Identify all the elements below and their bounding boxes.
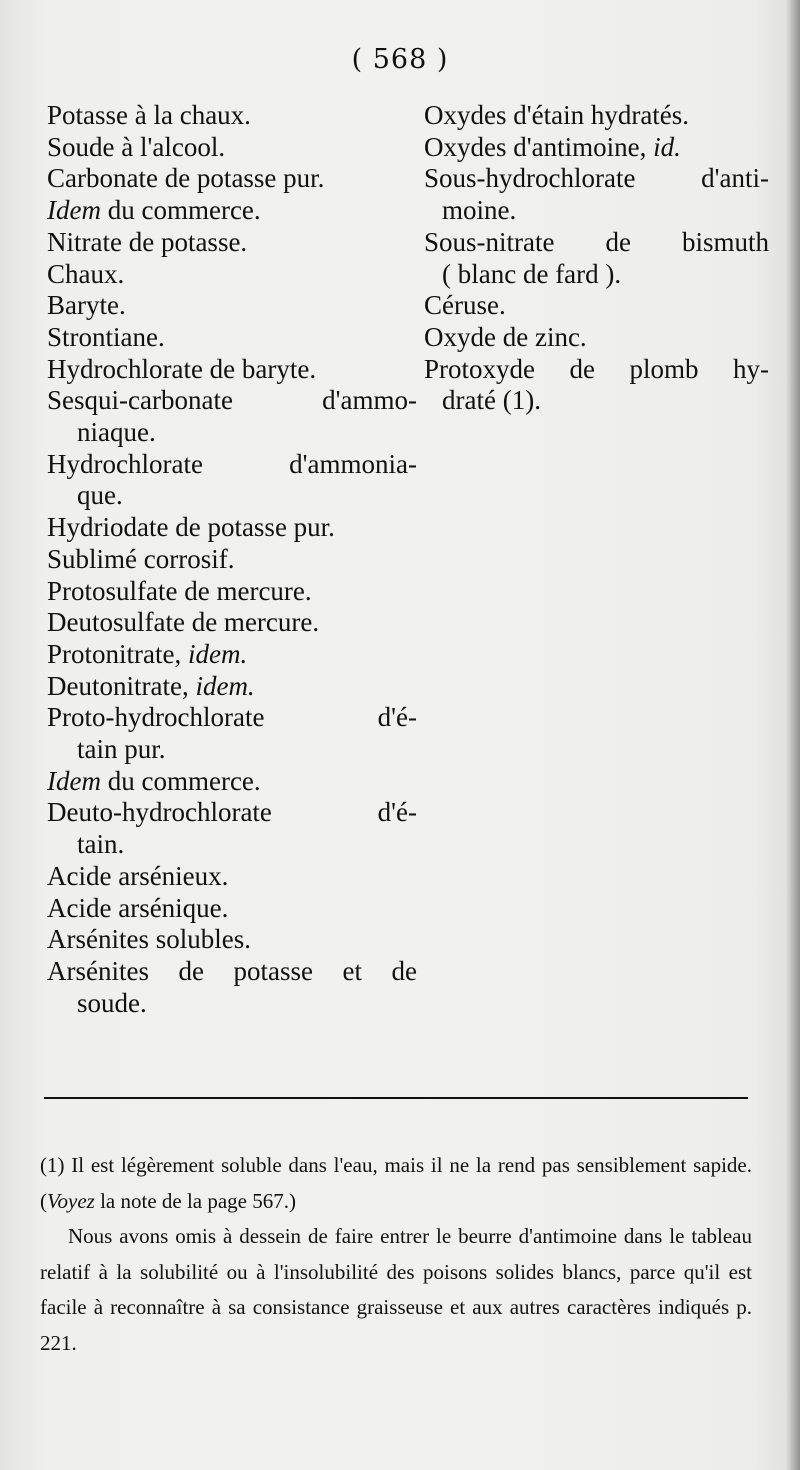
right-column-entry [424, 290, 769, 322]
entry-italic: idem. [195, 670, 255, 701]
left-column-entry [47, 956, 417, 1019]
entry-line: Sesqui-carbonate d'ammo- [47, 385, 417, 416]
left-column-entry [47, 132, 417, 164]
left-column-entry [47, 259, 417, 291]
entry-line: Strontiane. [47, 321, 165, 352]
entry-line: Hydriodate de potasse pur. [47, 512, 335, 543]
entry-line: Protonitrate, [47, 638, 188, 669]
footnotes [40, 1148, 752, 1361]
left-column-entry [47, 544, 417, 576]
left-column-entry [47, 354, 417, 386]
entry-line: ( blanc de fard ). [442, 258, 622, 289]
left-column-entry [47, 607, 417, 639]
footnote-rule [44, 1097, 748, 1099]
entry-line: soude. [77, 987, 147, 1018]
entry-line: Soude à l'alcool. [47, 131, 226, 162]
left-column-entry [47, 671, 417, 703]
footnote-2: Nous avons omis à dessein de faire entrer le beurre d'antimoine dans le tableau relatif à la solubilité ou à l'insolubilité des poisons solides blancs, parce qu'il est facile à reconnaître à sa consistance graisseuse et aux autres caractères indiqués p. 221. [40, 1224, 752, 1355]
entry-line: du commerce. [100, 765, 261, 796]
left-column-entry [47, 195, 417, 227]
entry-line: Sous-nitrate de bismuth [424, 226, 769, 257]
entry-line: draté (1). [442, 385, 541, 416]
entry-line: Proto-hydrochlorate d'é- [47, 702, 417, 733]
left-column-entry [47, 893, 417, 925]
entry-line: tain pur. [77, 734, 166, 765]
entry-line: Carbonate de potasse pur. [47, 163, 325, 194]
entry-line: Acide arsénique. [47, 892, 229, 923]
entry-line: du commerce. [100, 195, 261, 226]
entry-line: Oxydes d'antimoine, [424, 131, 654, 162]
left-column-entry [47, 449, 417, 512]
footnote-1-text-b: la note de la page 567.) [94, 1188, 296, 1213]
footnote-1-text-a: (1) Il est légèrement soluble dans l'eau, mais il ne la rend pas sensiblement sapide. ( [40, 1153, 752, 1213]
entry-line: Céruse. [424, 290, 506, 321]
right-column [424, 100, 769, 417]
page-edge-shadow [786, 0, 800, 1470]
entry-line: Hydrochlorate de baryte. [47, 353, 317, 384]
left-column-entry [47, 512, 417, 544]
right-column-entry [424, 163, 769, 226]
entry-italic: idem. [187, 638, 248, 669]
entry-line: Potasse à la chaux. [47, 100, 251, 130]
entry-line: Oxydes d'étain hydratés. [424, 100, 690, 130]
page-number: ( 568 ) [351, 44, 449, 75]
entry-line: moine. [442, 195, 517, 226]
entry-line: niaque. [77, 417, 156, 448]
entry-line: que. [77, 480, 123, 511]
footnote-1 [40, 1148, 752, 1219]
right-column-entry [424, 132, 769, 164]
right-column-entry [424, 227, 769, 290]
left-column-entry [47, 702, 417, 765]
entry-line: Nitrate de potasse. [47, 226, 248, 257]
left-column-entry [47, 924, 417, 956]
entry-line: Oxyde de zinc. [424, 321, 587, 352]
entry-line: tain. [77, 829, 125, 860]
entry-line: Sous-hydrochlorate d'anti- [424, 163, 769, 194]
entry-italic: Idem [47, 195, 101, 226]
left-column-entry [47, 797, 417, 860]
entry-line: Arsénites de potasse et de [47, 955, 417, 986]
left-column-entry [47, 290, 417, 322]
entry-italic: id. [653, 131, 681, 162]
entry-line: Deutonitrate, [47, 670, 196, 701]
entry-line: Deuto-hydrochlorate d'é- [47, 797, 417, 828]
right-column-entry [424, 322, 769, 354]
left-column-entry [47, 639, 417, 671]
left-column-entry [47, 385, 417, 448]
footnote-1-italic: Voyez [47, 1188, 95, 1213]
left-column-entry [47, 861, 417, 893]
entry-line: Acide arsénieux. [47, 860, 229, 891]
left-column-entry [47, 766, 417, 798]
entry-line: Chaux. [47, 258, 125, 289]
entry-line: Arsénites solubles. [47, 924, 251, 955]
entry-italic: Idem [47, 765, 101, 796]
left-column-entry [47, 227, 417, 259]
left-column-entry [47, 163, 417, 195]
entry-line: Deutosulfate de mercure. [47, 607, 320, 638]
entry-line: Protoxyde de plomb hy- [424, 353, 769, 384]
entry-line: Hydrochlorate d'ammonia- [47, 448, 417, 479]
entry-line: Protosulfate de mercure. [47, 575, 312, 606]
left-column-entry [47, 576, 417, 608]
right-column-entry [424, 100, 769, 132]
entry-line: Sublimé corrosif. [47, 543, 235, 574]
left-column-entry [47, 322, 417, 354]
right-column-entry [424, 354, 769, 417]
left-column-entry [47, 100, 417, 132]
left-column [47, 100, 417, 1019]
entry-line: Baryte. [47, 290, 126, 321]
